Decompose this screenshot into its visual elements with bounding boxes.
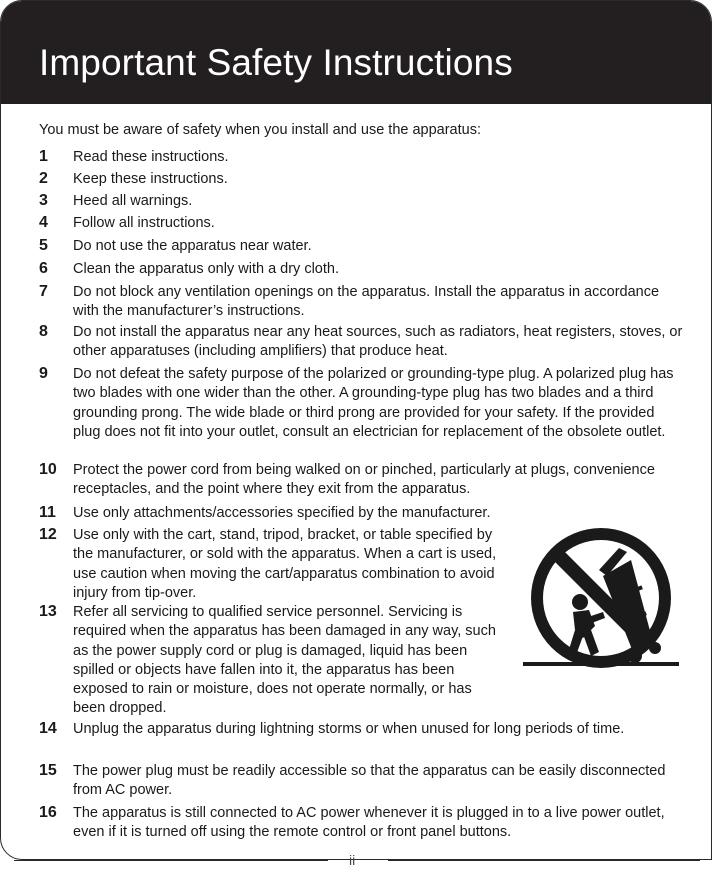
page-title: Important Safety Instructions <box>39 42 513 83</box>
item-number: 12 <box>39 526 57 543</box>
item-text: Read these instructions. <box>73 149 229 165</box>
item-number: 5 <box>39 237 48 254</box>
item-text: Follow all instructions. <box>73 215 215 231</box>
footer-rule-right <box>388 860 700 861</box>
item-text: Do not block any ventilation openings on the apparatus. Install the apparatus in accordance with the manufacturer’s instructions. <box>73 284 660 320</box>
footer-rule-left <box>14 860 328 861</box>
item-number: 15 <box>39 762 57 779</box>
item-text: Keep these instructions. <box>73 171 228 187</box>
item-number: 1 <box>39 148 48 165</box>
item-number: 7 <box>39 283 48 300</box>
item-number: 16 <box>39 804 57 821</box>
page-number: ii <box>349 852 356 868</box>
item-text: Refer all servicing to qualified service personnel. Servicing is required when the apparatus has been damaged in any way, such as the power supply cord or plug is damaged, liquid has been spilled or objects have fallen into it, the apparatus has been exposed to rain or moisture, does not operate normally, or has been dropped. <box>73 604 496 717</box>
item-text: Clean the apparatus only with a dry cloth. <box>73 261 339 277</box>
item-text: The power plug must be readily accessible so that the apparatus can be easily disconnected from AC power. <box>73 763 666 799</box>
item-text: Use only with the cart, stand, tripod, bracket, or table specified by the manufacturer, or sold with the apparatus. When a cart is used, use caution when moving the cart/apparatus combination to avoid injury from tip-over. <box>73 527 497 601</box>
item-text: The apparatus is still connected to AC power whenever it is plugged in to a live power outlet, even if it is turned off using the remote control or front panel buttons. <box>73 805 665 841</box>
item-number: 9 <box>39 365 48 382</box>
item-number: 6 <box>39 260 48 277</box>
item-number: 11 <box>39 504 56 521</box>
intro-text: You must be aware of safety when you install and use the apparatus: <box>39 122 481 138</box>
item-number: 3 <box>39 192 48 209</box>
item-text: Do not use the apparatus near water. <box>73 238 312 254</box>
item-text: Heed all warnings. <box>73 193 193 209</box>
item-text: Protect the power cord from being walked on or pinched, particularly at plugs, convenience receptacles, and the point where they exit from the apparatus. <box>73 462 655 498</box>
item-number: 13 <box>39 603 57 620</box>
item-text: Unplug the apparatus during lightning storms or when unused for long periods of time. <box>73 721 625 737</box>
item-text: Do not defeat the safety purpose of the polarized or grounding-type plug. A polarized plug has two blades with one wider than the other. A grounding-type plug has two blades and a third grounding prong. The wide blade or third prong are provided for your safety. If the provided plug does not fit into your outlet, consult an electrician for replacement of the obsolete outlet. <box>73 366 674 440</box>
item-number: 14 <box>39 720 57 737</box>
cart-tip-over-warning-icon <box>523 526 679 671</box>
item-text: Use only attachments/accessories specified by the manufacturer. <box>73 505 491 521</box>
item-text: Do not install the apparatus near any heat sources, such as radiators, heat registers, stoves, or other apparatuses (including amplifiers) that produce heat. <box>73 324 683 360</box>
item-number: 2 <box>39 170 48 187</box>
item-number: 8 <box>39 323 48 340</box>
item-number: 10 <box>39 461 57 478</box>
item-number: 4 <box>39 214 48 231</box>
header-bar <box>1 1 711 104</box>
